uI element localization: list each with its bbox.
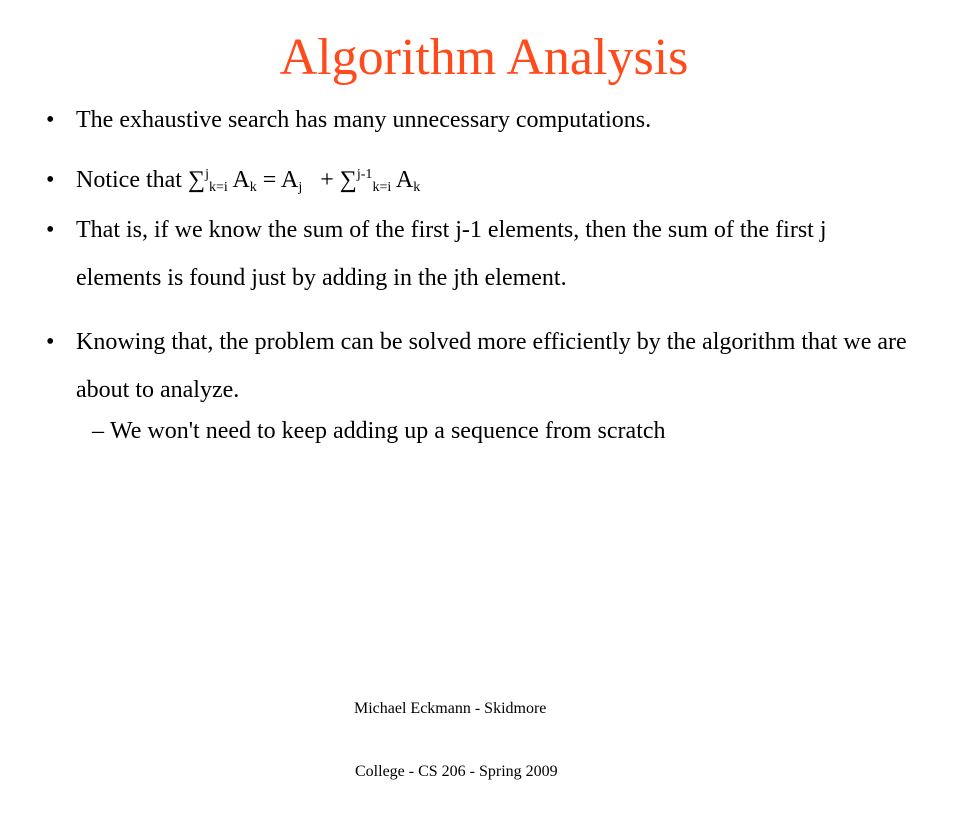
sub-bullet-text: We won't need to keep adding up a sequence from scratch xyxy=(110,418,666,444)
bullet-marker: • xyxy=(46,107,55,133)
bullet-marker: • xyxy=(46,217,55,243)
footer-line-1: Michael Eckmann - Skidmore xyxy=(354,700,547,717)
formula-term-1: A xyxy=(227,167,250,193)
formula-plus: + xyxy=(302,167,340,193)
bullet-item-1 xyxy=(46,96,916,144)
bullet-text-1: The exhaustive search has many unnecessary computations. xyxy=(76,107,652,133)
bullet-item-2 xyxy=(46,156,916,204)
bullet-text-3: That is, if we know the sum of the first j-1 elements, then the sum of the first j elements is found just by adding in the jth element. xyxy=(76,217,827,291)
footer-line-2: College - CS 206 - Spring 2009 xyxy=(355,763,558,780)
sub-bullet-item xyxy=(92,407,666,455)
formula-sub-2: k=i xyxy=(372,180,392,195)
formula-sub-k-1: k xyxy=(249,180,257,195)
sub-bullet-dash: – xyxy=(92,418,104,444)
formula-equals: = A xyxy=(256,167,299,193)
formula-sub-1: k=i xyxy=(208,180,228,195)
sigma-symbol-2: ∑ xyxy=(339,167,357,193)
formula-sub-k-2: k xyxy=(413,180,421,195)
formula-sub-j: j xyxy=(298,180,303,195)
summation-formula xyxy=(76,156,916,204)
bullet-marker: • xyxy=(46,167,55,193)
bullet-item-3 xyxy=(46,206,916,302)
bullet-text-4: Knowing that, the problem can be solved more efficiently by the algorithm that we are about to analyze. xyxy=(76,329,907,403)
formula-prefix: Notice that xyxy=(76,167,188,193)
slide-title: Algorithm Analysis xyxy=(279,29,689,86)
bullet-item-4 xyxy=(46,318,916,414)
formula-sup-1: j xyxy=(205,167,209,182)
formula-sup-2: j-1 xyxy=(356,167,373,182)
sigma-symbol-1: ∑ xyxy=(187,167,206,193)
formula-term-2: A xyxy=(391,167,414,193)
bullet-marker: • xyxy=(46,329,55,355)
slide-footer xyxy=(354,656,558,824)
